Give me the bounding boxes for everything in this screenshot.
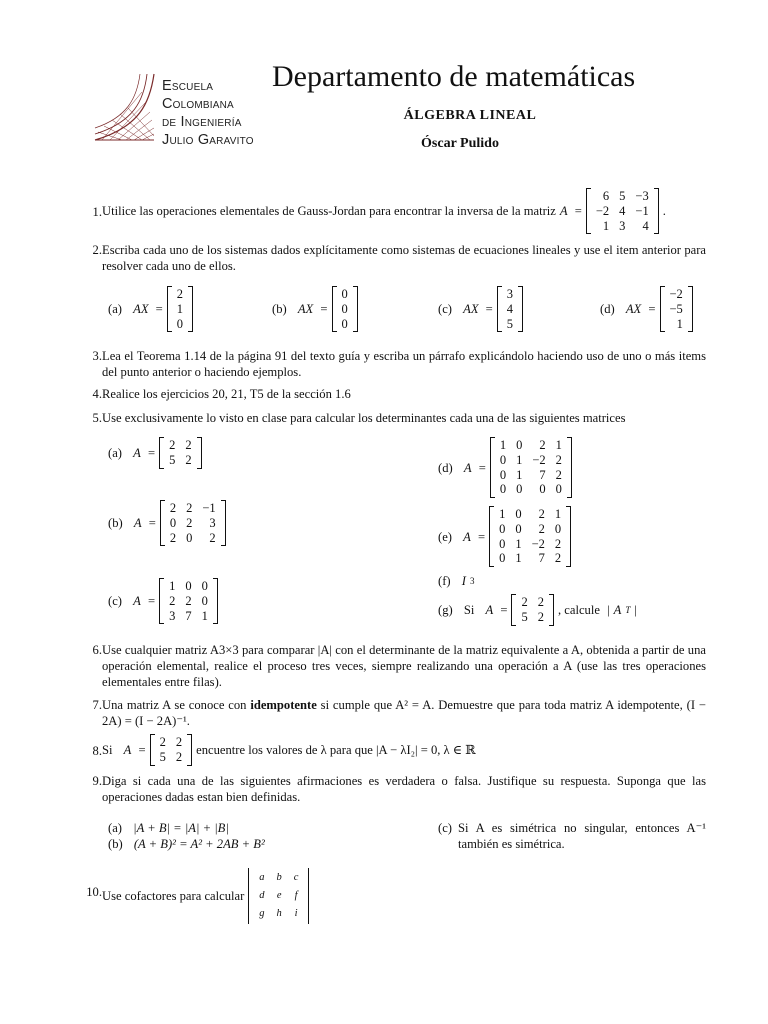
exercise-2a: (a) AX = 2 1 0	[108, 286, 193, 332]
logo-line: Escuela	[162, 78, 214, 94]
vector-b: 0 0 0	[332, 286, 358, 332]
author-name: Óscar Pulido	[421, 136, 499, 151]
exercise-8-line: Si A = 2 2 5 2 encuentre los valores de λ para que |A − λI₂| = 0, λ ∈ ℝ	[102, 735, 476, 764]
exercise-9	[80, 773, 706, 807]
exercise-5a: (a) A = 2 2 5 2	[108, 437, 202, 469]
exercise-number: 7.	[92, 698, 102, 712]
exercise-2b: (b) AX = 0 0 0	[272, 286, 358, 332]
exercise-text: Escriba cada uno de los sistemas dados explícitamente como sistemas de ecuaciones lineales y use el item anterior para resolver cada uno de ellos.	[102, 243, 706, 273]
vector-b: 3 4 5	[497, 286, 523, 332]
logo-line: de Ingeniería	[162, 114, 242, 130]
exercise-number: 2.	[92, 243, 102, 257]
matrix-a: 6 5 −3 −2 4 −1 1 3 4	[586, 188, 659, 234]
vector-b: 2 1 0	[167, 286, 193, 332]
exercise-6	[80, 642, 706, 692]
exercise-2	[80, 242, 706, 276]
exercise-1-line: Utilice las operaciones elementales de Gauss-Jordan para encontrar la inversa de la matriz A = 6 5 −3 −2 4 −1 1 3 4 .	[102, 189, 666, 233]
exercise-number: 8.	[92, 744, 102, 758]
exercise-number: 1.	[92, 205, 102, 219]
matrix-a: 1 0 2 1 0 1 −2 2 0 1 7 2 0 0 0 0	[490, 437, 572, 498]
exercise-text: Use cualquier matriz A3×3 para comparar |A| con el determinante de la matriz equivalente a A, obtenida a partir de una operación elemental, realice el proceso tres veces, siempre realizando una operación a A (use las tres operaciones elementales entre filas).	[102, 643, 706, 689]
exercise-10-line	[102, 868, 309, 924]
exercise-1	[80, 188, 706, 236]
exercise-number: 9.	[92, 774, 102, 788]
page-title: Departamento de matemáticas	[272, 60, 636, 93]
exercise-text: Utilice las operaciones elementales de Gauss-Jordan para encontrar la inversa de la matriz	[102, 204, 556, 219]
exercise-number: 3.	[92, 349, 102, 363]
exercise-5e: (e) A = 1 0 2 1 0 0 2 0 0 1 −2 2 0 1 7 2	[438, 506, 571, 567]
bold-term: idempotente	[250, 698, 317, 712]
exercise-text: Use cofactores para calcular	[102, 889, 245, 903]
exercise-9a: (a) |A + B| = |A| + |B|	[108, 821, 229, 835]
exercise-text: Lea el Teorema 1.14 de la página 91 del texto guía y escriba un párrafo explicándolo haciendo uso de uno o más items del punto anterior o haciendo ejemplos.	[102, 349, 706, 379]
exercise-2c: (c) AX = 3 4 5	[438, 286, 523, 332]
exercise-7	[80, 697, 706, 731]
exercise-5g: (g) Si A = 2 2 5 2 , calcule | A T |	[438, 595, 637, 624]
course-title: ÁLGEBRA LINEAL	[403, 108, 537, 123]
exercise-2d: (d) AX = −2 −5 1	[600, 286, 693, 332]
exercise-5d: (d) A = 1 0 2 1 0 1 −2 2 0 1 7 2 0 0 0 0	[438, 437, 572, 498]
logo-line: Julio Garavito	[162, 132, 254, 148]
determinant: a b c d e f g h i	[248, 868, 309, 924]
exercise-number: 4.	[92, 387, 102, 401]
exercise-text: Una matriz A se conoce con idempotente si cumple que A² = A. Demuestre que para toda matriz A idempotente, (I − 2A) = (I − 2A)⁻¹.	[102, 698, 706, 728]
exercise-9c: (c) Si A es simétrica no singular, entonces A⁻¹ también es simétrica.	[438, 821, 706, 851]
exercise-text: Realice los ejercicios 20, 21, T5 de la sección 1.6	[102, 387, 351, 401]
matrix-var: A	[559, 204, 568, 219]
matrix-a: 2 2 5 2	[150, 734, 193, 766]
vector-b: −2 −5 1	[660, 286, 693, 332]
exercise-5b: (b) A = 2 2 −1 0 2 3 2 0 2	[108, 500, 226, 546]
exercise-number: 10.	[86, 885, 102, 899]
exercise-number: 6.	[92, 643, 102, 657]
exercise-4	[80, 386, 706, 404]
exercise-5c: (c) A = 1 0 0 2 2 0 3 7 1	[108, 578, 218, 624]
exercise-5	[80, 410, 706, 428]
matrix-a: 2 2 5 2	[511, 594, 554, 626]
exercise-text: encuentre los valores de λ para que |A − λI₂| = 0, λ ∈ ℝ	[196, 742, 476, 757]
logo-line: Colombiana	[162, 96, 234, 112]
matrix-a: 1 0 2 1 0 0 2 0 0 1 −2 2 0 1 7 2	[489, 506, 571, 567]
exercise-10	[80, 868, 706, 920]
exercise-number: 5.	[92, 411, 102, 425]
exercise-3	[80, 348, 706, 382]
exercise-text: Diga si cada una de las siguientes afirmaciones es verdadera o falsa. Justifique su respuesta. Suponga que las operaciones dadas estan bien definidas.	[102, 774, 706, 804]
matrix-a: 1 0 0 2 2 0 3 7 1	[159, 578, 218, 624]
exercise-text: Use exclusivamente lo visto en clase para calcular los determinantes cada una de las siguientes matrices	[102, 411, 626, 425]
exercise-5f: (f) I 3	[438, 574, 475, 588]
exercise-9b: (b) (A + B)² = A² + 2AB + B²	[108, 837, 265, 851]
exercise-8	[80, 734, 706, 768]
matrix-a: 2 2 5 2	[159, 437, 202, 469]
matrix-a: 2 2 −1 0 2 3 2 0 2	[160, 500, 226, 546]
